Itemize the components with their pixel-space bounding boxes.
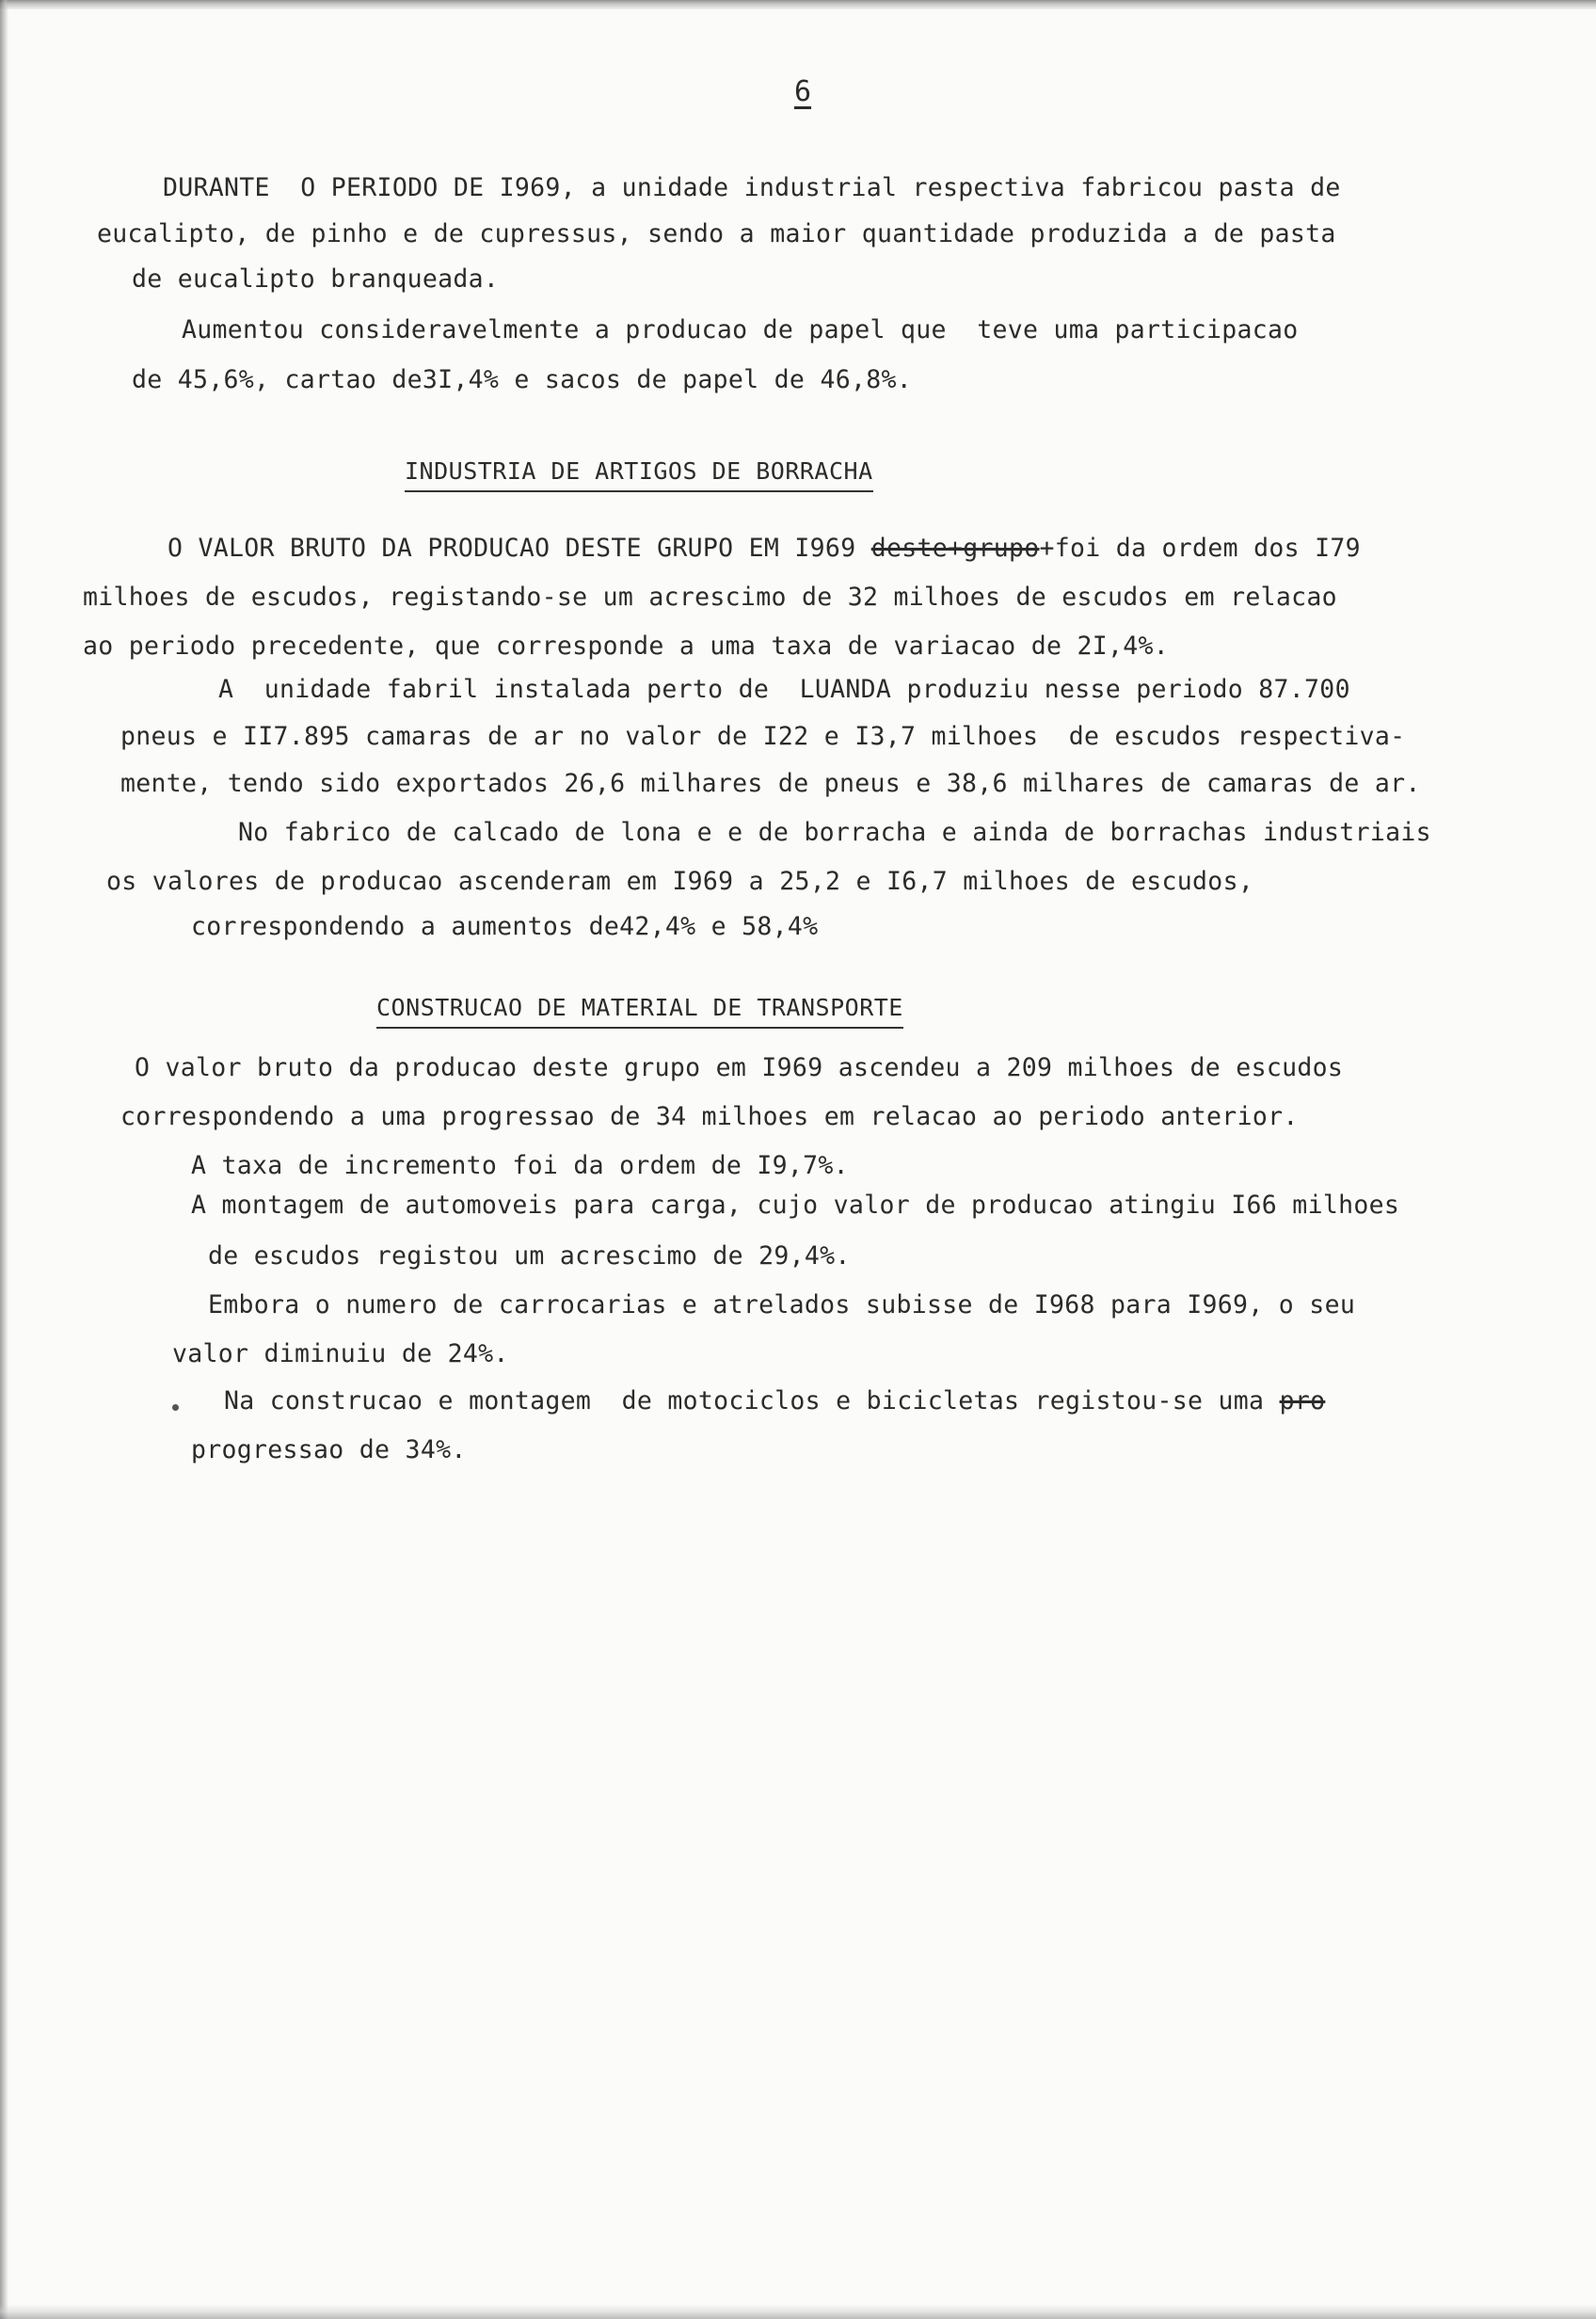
paragraph-line: os valores de producao ascenderam em I969 a 25,2 e I6,7 milhoes de escudos, (106, 867, 1254, 896)
paragraph-line: ao periodo precedente, que corresponde a uma taxa de variacao de 2I,4%. (83, 632, 1170, 661)
paragraph-line: eucalipto, de pinho e de cupressus, sendo a maior quantidade produzida a de pasta (97, 219, 1336, 248)
paragraph-line: A montagem de automoveis para carga, cujo valor de producao atingiu I66 milhoes (191, 1191, 1400, 1220)
paragraph-line: pneus e II7.895 camaras de ar no valor de I22 e I3,7 milhoes de escudos respectiva- (120, 722, 1406, 751)
paragraph-line: O valor bruto da producao deste grupo em I969 ascendeu a 209 milhoes de escudos (135, 1053, 1344, 1082)
paragraph-line: Embora o numero de carrocarias e atrelados subisse de I968 para I969, o seu (208, 1290, 1356, 1319)
paragraph-line: mente, tendo sido exportados 26,6 milhares de pneus e 38,6 milhares de camaras de ar. (120, 769, 1421, 798)
paragraph-line: de 45,6%, cartao de3I,4% e sacos de papel de 46,8%. (132, 365, 912, 394)
paragraph-line: No fabrico de calcado de lona e e de borracha e ainda de borrachas industriais (238, 818, 1431, 847)
section-heading-transport: CONSTRUCAO DE MATERIAL DE TRANSPORTE (376, 994, 903, 1029)
paragraph-line: Aumentou consideravelmente a producao de papel que teve uma participacao (182, 315, 1299, 344)
paragraph-line: milhoes de escudos, registando-se um acrescimo de 32 milhoes de escudos em relacao (83, 583, 1337, 612)
scan-edge-left (0, 0, 8, 2319)
paragraph-line: A taxa de incremento foi da ordem de I9,7%. (191, 1151, 849, 1180)
paragraph-line: progressao de 34%. (191, 1435, 467, 1464)
paragraph-line: Na construcao e montagem de motociclos e bicicletas registou-se uma pro (224, 1386, 1326, 1415)
scan-edge-bottom (0, 2304, 1596, 2319)
paragraph-line: valor diminuiu de 24%. (172, 1339, 509, 1368)
struck-text: deste+grupo (870, 534, 1040, 563)
paragraph-line: DURANTE O PERIODO DE I969, a unidade industrial respectiva fabricou pasta de (163, 173, 1341, 202)
scan-edge-top (0, 0, 1596, 9)
paragraph-line: correspondendo a aumentos de42,4% e 58,4% (191, 912, 819, 941)
struck-text: pro (1279, 1386, 1326, 1415)
section-heading-rubber: INDUSTRIA DE ARTIGOS DE BORRACHA (405, 457, 873, 492)
paragraph-line: correspondendo a uma progressao de 34 milhoes em relacao ao periodo anterior. (120, 1102, 1299, 1131)
paragraph-line: de escudos registou um acrescimo de 29,4%. (208, 1241, 851, 1271)
bullet-mark (172, 1404, 179, 1411)
paragraph-line: de eucalipto branqueada. (132, 264, 500, 294)
page-number: 6 (793, 75, 812, 108)
paragraph-line: A unidade fabril instalada perto de LUANDA produziu nesse periodo 87.700 (218, 675, 1350, 704)
paragraph-line: O VALOR BRUTO DA PRODUCAO DESTE GRUPO EM I969 deste+grupo+foi da ordem dos I79 (168, 534, 1361, 563)
